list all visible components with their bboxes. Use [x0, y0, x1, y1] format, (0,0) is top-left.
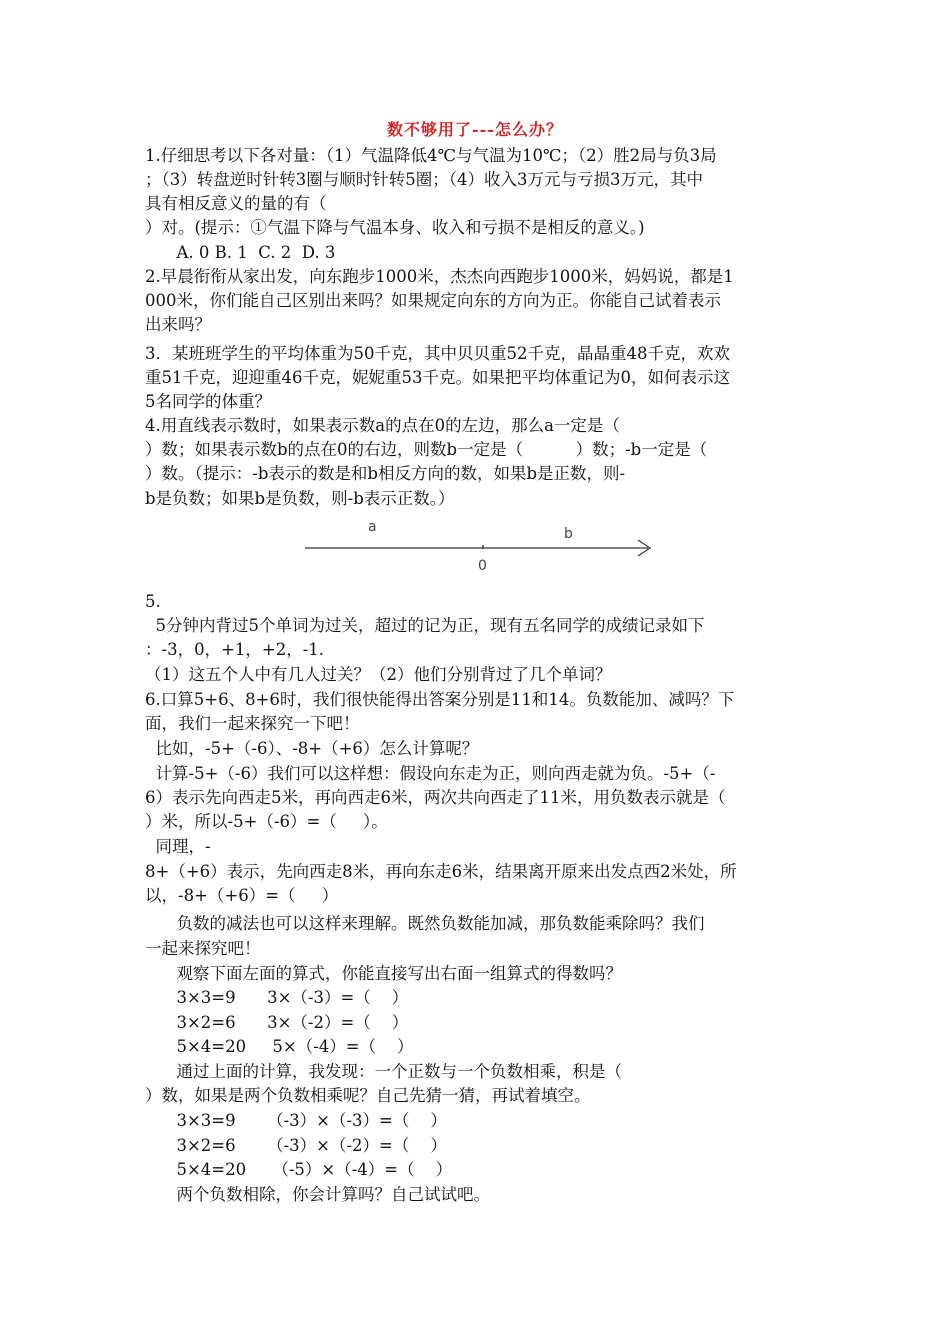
text-line: 具有相反意义的量的有（: [145, 194, 327, 213]
text-line: 6.口算5+6、8+6时，我们很快能得出答案分别是11和14。负数能加、减吗？下: [145, 690, 735, 709]
text-line: 一起来探究吧！: [145, 939, 261, 958]
text-line: 3．某班班学生的平均体重为50千克，其中贝贝重52千克，晶晶重48千克，欢欢: [145, 344, 730, 363]
label-a: a: [368, 519, 377, 535]
text-line: 3×3=9 （-3）×（-3）=（ ）: [145, 1111, 447, 1130]
text-line: 8+（+6）表示，先向西走8米，再向东走6米，结果离开原来出发点西2米处，所: [145, 862, 737, 881]
text-line: ：-3，0，+1，+2，-1.: [145, 640, 325, 659]
text-line: 5.: [145, 592, 161, 611]
text-line: （1）这五个人中有几人过关？（2）他们分别背过了几个单词？: [145, 665, 612, 684]
text-line: 面，我们一起来探究一下吧！: [145, 714, 360, 733]
text-line: 6）表示先向西走5米，再向西走6米，两次共向西走了11米，用负数表示就是（: [145, 788, 726, 807]
text-line: ）数。（提示：-b表示的数是和b相反方向的数，如果b是正数，则-: [145, 464, 626, 483]
text-line: 4.用直线表示数时，如果表示数a的点在0的左边，那么a一定是（: [145, 416, 620, 435]
text-line: 3×2=6 3×（-2）=（ ）: [145, 1013, 409, 1032]
text-line: 计算-5+（-6）我们可以这样想：假设向东走为正，则向西走就为负。-5+（-: [145, 764, 716, 783]
text-line: 3×2=6 （-3）×（-2）=（ ）: [145, 1136, 447, 1155]
text-line: 负数的减法也可以这样来理解。既然负数能加减，那负数能乘除吗？我们: [145, 914, 705, 933]
text-line: 以，-8+（+6）=（ ）: [145, 886, 339, 905]
text-line: 000米，你们能自己区别出来吗？如果规定向东的方向为正。你能自己试着表示: [145, 291, 721, 310]
text-line: 5×4=20 5×（-4）=（ ）: [145, 1037, 414, 1056]
text-line: ）数；如果表示数b的点在0的右边，则数b一定是（ ）数；-b一定是（: [145, 440, 708, 459]
text-line: 通过上面的计算，我发现：一个正数与一个负数相乘，积是（: [145, 1062, 622, 1081]
label-b: b: [564, 526, 573, 542]
number-line-figure: [300, 518, 660, 580]
text-line: 1.仔细思考以下各对量：（1）气温降低4℃与气温为10℃；（2）胜2局与负3局: [145, 146, 717, 165]
text-line: 5名同学的体重？: [145, 392, 271, 411]
text-line: 同理，-: [145, 837, 211, 856]
text-line: 重51千克，迎迎重46千克，妮妮重53千克。如果把平均体重记为0，如何表示这: [145, 368, 730, 387]
text-line: b是负数；如果b是负数，则-b表示正数。）: [145, 489, 455, 508]
text-line: 5×4=20 （-5）×（-4）=（ ）: [145, 1160, 453, 1179]
text-line: ）对。(提示：①气温下降与气温本身、收入和亏损不是相反的意义。): [145, 218, 645, 237]
text-line: 两个负数相除，你会计算吗？自己试试吧。: [145, 1185, 490, 1204]
page-title: 数不够用了---怎么办？: [387, 120, 563, 139]
text-line: 观察下面左面的算式，你能直接写出右面一组算式的得数吗？: [145, 964, 622, 983]
text-line: 3×3=9 3×（-3）=（ ）: [145, 988, 409, 1007]
label-zero: 0: [478, 558, 487, 574]
text-line: ）数，如果是两个负数相乘呢？自己先猜一猜，再试着填空。: [145, 1086, 591, 1105]
text-line: ；（3）转盘逆时针转3圈与顺时针转5圈；（4）收入3万元与亏损3万元，其中: [145, 170, 703, 189]
text-line: 5分钟内背过5个单词为过关，超过的记为正，现有五名同学的成绩记录如下: [145, 616, 705, 635]
text-line: 出来吗？: [145, 315, 211, 334]
text-line: 2.早晨衔衔从家出发，向东跑步1000米，杰杰向西跑步1000米，妈妈说，都是1: [145, 267, 734, 286]
text-line: ）米，所以-5+（-6）=（ ）。: [145, 812, 388, 831]
text-line: A. 0 B. 1 C. 2 D. 3: [145, 243, 336, 262]
text-line: 比如，-5+（-6）、-8+（+6）怎么计算呢？: [145, 739, 479, 758]
